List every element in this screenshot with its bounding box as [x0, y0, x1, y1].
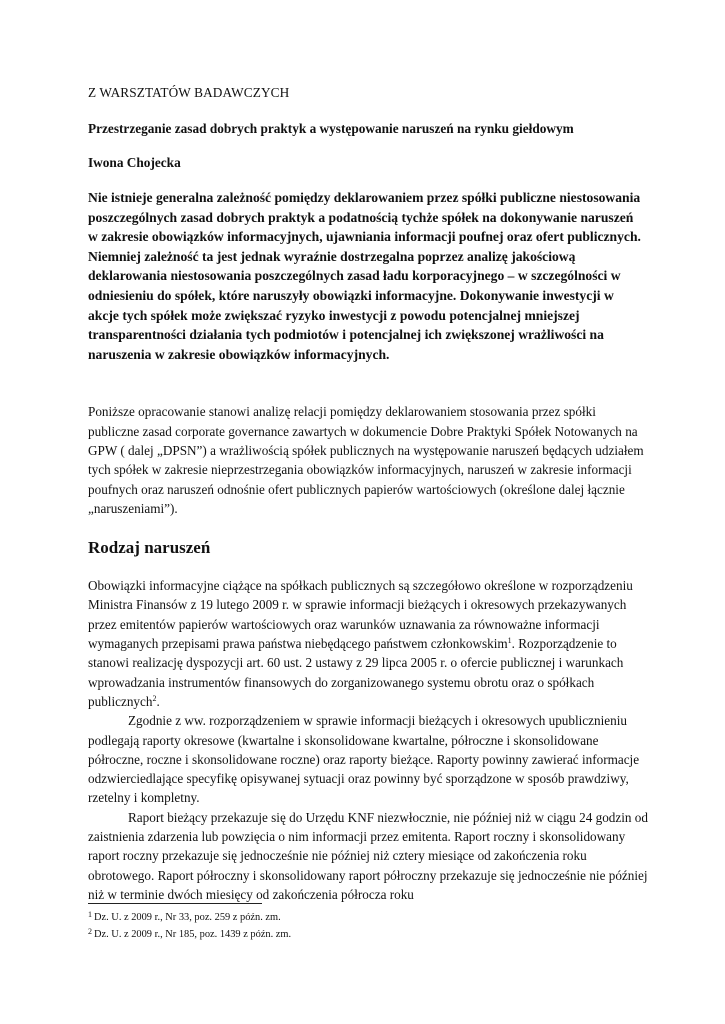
- body-paragraph-1: [88, 576, 648, 711]
- section-heading: Rodzaj naruszeń: [88, 538, 211, 558]
- intro-paragraph: Poniższe opracowanie stanowi analizę relacji pomiędzy deklarowaniem stosowania przez spółki publiczne zasad corporate governance zawartych w dokumencie Dobre Praktyki Spółek Notowanych na GPW ( dalej „DPSN”) a wrażliwością spółek publicznych na występowanie naruszeń będących udziałem tych spółek w zakresie nieprzestrzegania obowiązków informacyjnych, naruszeń w zakresie informacji poufnych oraz naruszeń odnośnie ofert publicznych papierów wartościowych (określone dalej łącznie „naruszeniami”).: [88, 404, 644, 516]
- footnote-ref-2: 2: [152, 693, 157, 703]
- article-title: Przestrzeganie zasad dobrych praktyk a występowanie naruszeń na rynku giełdowym: [88, 121, 574, 136]
- footnote-ref-1: 1: [507, 636, 512, 646]
- body-paragraph-1-text-a: Obowiązki informacyjne ciążące na spółkach publicznych są szczegółowo określone w rozporządzeniu Ministra Finansów z 19 lutego 2009 r. w sprawie informacji bieżących i okresowych przekazywanych przez emitentów papierów wartościowych oraz warunków uznawania za równoważne informacji wymaganych przepisami prawa państwa niebędącego państwem członkowskim: [88, 578, 633, 652]
- footnote-1-text: Dz. U. z 2009 r., Nr 33, poz. 259 z późn. zm.: [94, 912, 281, 923]
- body-paragraph-2: Zgodnie z ww. rozporządzeniem w sprawie informacji bieżących i okresowych upublicznieniu podlegają raporty okresowe (kwartalne i skonsolidowane kwartalne, półroczne i skonsolidowane półroczne, roczne i skonsolidowane roczne) oraz raporty bieżące. Raporty powinny zawierać informacje odzwierciedlające specyfikę opisywanej sytuacji oraz powinny być sporządzone w sposób prawdziwy, rzetelny i kompletny.: [88, 713, 640, 806]
- body-paragraph-1-text-b: . Rozporządzenie to stanowi realizację dyspozycji art. 60 ust. 2 ustawy z 29 lipca 2005 r. o ofercie publicznej i warunkach wprowadzania instrumentów finansowych do zorganizowanego systemu obrotu oraz o spółkach publicznych: [88, 636, 624, 709]
- footnote-1-number: 1: [88, 910, 92, 919]
- abstract: Nie istnieje generalna zależność pomiędzy deklarowaniem przez spółki publiczne niestosowania poszczególnych zasad dobrych praktyk a podatnością tychże spółek na dokonywanie naruszeń w zakresie obowiązków informacyjnych, ujawniania informacji poufnej oraz ofert publicznych. Niemniej zależność ta jest jednak wyraźnie dostrzegalna poprzez analizę jakościową deklarowania niestosowania poszczególnych zasad ładu korporacyjnego – w szczególności w odniesieniu do spółek, które naruszyły obowiązki informacyjne. Dokonywanie inwestycji w akcje tych spółek może zwiększać ryzyko inwestycji z powodu potencjalnej mniejszej transparentności działania tych podmiotów i potencjalnej ich zwiększonej wrażliwości na naruszenia w zakresie obowiązków informacyjnych.: [88, 190, 641, 362]
- body-paragraph-3: Raport bieżący przekazuje się do Urzędu KNF niezwłocznie, nie później niż w ciągu 24 godzin od zaistnienia zdarzenia lub powzięcia o nim informacji przez emitenta. Raport roczny i skonsolidowany raport roczny przekazuje się jednocześnie nie później niż cztery miesiące od zakończenia roku obrotowego. Raport półroczny i skonsolidowany raport półroczny przekazuje się jednocześnie nie później niż w terminie dwóch miesięcy od zakończenia półrocza roku: [88, 809, 648, 902]
- footnotes: [88, 908, 648, 942]
- footnote-1: [88, 908, 648, 925]
- body-paragraph-1-text-c: .: [156, 693, 160, 709]
- author-name: Iwona Chojecka: [88, 155, 181, 170]
- footnote-2-number: 2: [88, 927, 92, 936]
- footnote-2: [88, 925, 648, 942]
- footnote-2-text: Dz. U. z 2009 r., Nr 185, poz. 1439 z późn. zm.: [94, 929, 292, 940]
- footnote-separator: [88, 903, 262, 904]
- section-label: Z WARSZTATÓW BADAWCZYCH: [88, 85, 290, 100]
- document-page: [88, 84, 648, 904]
